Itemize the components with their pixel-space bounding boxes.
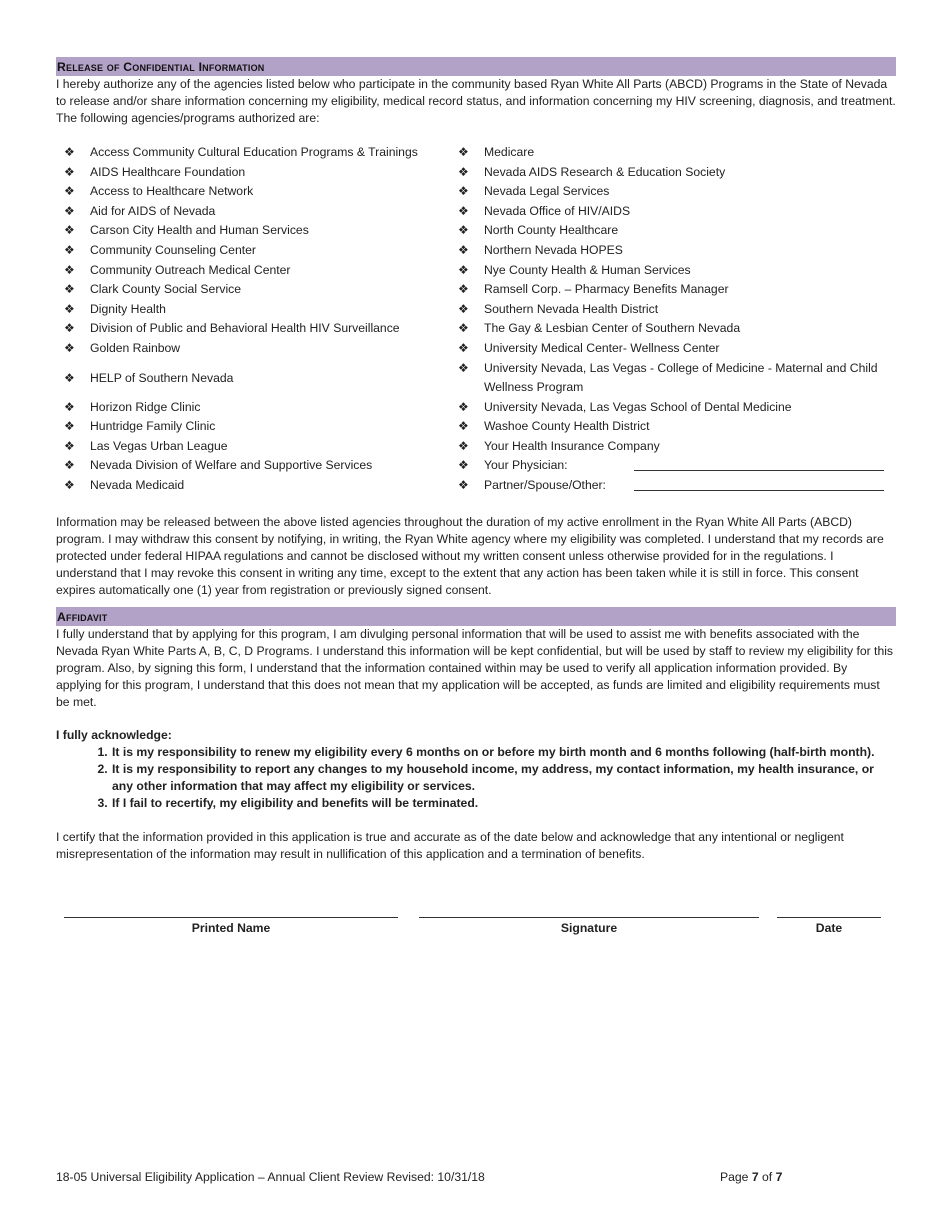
- agency-name: University Nevada, Las Vegas - College of Medicine - Maternal and Child Wellness Program: [484, 360, 878, 394]
- affidavit-text: I fully understand that by applying for this program, I am divulging personal information that will be used to assist me with benefits associated with the Nevada Ryan White Parts A, B, C, D Programs. I understand this information will be kept confidential, but will be used by staff to review my eligibility for this program. Also, by signing this form, I understand that the information contained within may be used to verify all application information provided. By applying for this program, I understand that this does not mean that my application will be accepted, as funds are limited and eligibility requirements must be met.: [56, 627, 894, 709]
- your-physician-label: Your Physician:: [484, 458, 568, 473]
- agency-item: [64, 241, 454, 261]
- date-field[interactable]: [777, 897, 881, 935]
- agency-name: Nevada Division of Welfare and Supportive Services: [90, 458, 373, 473]
- acknowledge-title: I fully acknowledge:: [56, 728, 172, 742]
- page-prefix: Page: [720, 1170, 752, 1184]
- agency-item: [64, 359, 454, 398]
- diamond-bullet-icon: ❖: [64, 184, 75, 199]
- date-line[interactable]: [777, 897, 881, 918]
- printed-name-line[interactable]: [64, 897, 398, 918]
- agency-item: [64, 417, 454, 437]
- agency-list: [56, 143, 896, 498]
- agency-item: [458, 221, 898, 241]
- diamond-bullet-icon: ❖: [458, 438, 469, 453]
- diamond-bullet-icon: ❖: [458, 301, 469, 316]
- agency-name: Nevada AIDS Research & Education Society: [484, 164, 726, 179]
- partner-spouse-other-label: Partner/Spouse/Other:: [484, 477, 606, 492]
- diamond-bullet-icon: ❖: [458, 184, 469, 199]
- agency-item: [64, 319, 454, 339]
- agency-name: Your Health Insurance Company: [484, 438, 660, 453]
- diamond-bullet-icon: ❖: [458, 223, 469, 238]
- diamond-bullet-icon: ❖: [64, 242, 75, 257]
- agency-item: [458, 261, 898, 281]
- partner-spouse-other-input-line[interactable]: [634, 476, 884, 491]
- acknowledge-list: [56, 744, 896, 812]
- diamond-bullet-icon: ❖: [64, 419, 75, 434]
- acknowledge-item: 1. It is my responsibility to renew my eligibility every 6 months on or before my birth month and 6 months following (half-birth month).: [111, 744, 896, 761]
- diamond-bullet-icon: ❖: [64, 262, 75, 277]
- agency-name: University Nevada, Las Vegas School of Dental Medicine: [484, 399, 792, 414]
- agency-item: [458, 437, 898, 457]
- agency-item: [64, 261, 454, 281]
- release-heading: Release of Confidential Information: [56, 57, 896, 76]
- agency-name: Community Outreach Medical Center: [90, 262, 291, 277]
- page-footer: [56, 1170, 796, 1184]
- agency-item: [64, 300, 454, 320]
- agency-column-right: [458, 143, 898, 496]
- agency-item: [458, 398, 898, 418]
- diamond-bullet-icon: ❖: [64, 145, 75, 159]
- release-duration-text: Information may be released between the above listed agencies throughout the duration of my active enrollment in the Ryan White All Parts (ABCD) program. I may withdraw this consent by notifying, in writing, the Ryan White agency where my eligibility was completed. I understand that my records are protected under federal HIPAA regulations and cannot be disclosed without my written consent unless otherwise provided for in the regulations. I understand that I may revoke this consent in writing any time, except to the extent that any action has been taken while it is still in force. This consent expires automatically one (1) year from registration or previously signed consent.: [56, 515, 884, 597]
- signature-row: [64, 897, 884, 937]
- diamond-bullet-icon: ❖: [458, 419, 469, 434]
- diamond-bullet-icon: ❖: [458, 203, 469, 218]
- agency-item: [64, 221, 454, 241]
- agency-name: Carson City Health and Human Services: [90, 223, 309, 238]
- diamond-bullet-icon: ❖: [458, 340, 469, 355]
- your-physician-input-line[interactable]: [634, 456, 884, 471]
- diamond-bullet-icon: ❖: [458, 321, 469, 336]
- acknowledge-item: 3. If I fail to recertify, my eligibility and benefits will be terminated.: [111, 795, 896, 812]
- agency-name: Washoe County Health District: [484, 419, 650, 434]
- diamond-bullet-icon: ❖: [458, 145, 469, 159]
- agency-item: [458, 339, 898, 359]
- signature-field[interactable]: [419, 897, 759, 935]
- agency-name: Clark County Social Service: [90, 282, 242, 297]
- agency-name: Nevada Legal Services: [484, 184, 610, 199]
- diamond-bullet-icon: ❖: [64, 458, 75, 473]
- diamond-bullet-icon: ❖: [64, 203, 75, 218]
- diamond-bullet-icon: ❖: [458, 242, 469, 257]
- diamond-bullet-icon: ❖: [64, 282, 75, 297]
- agency-name: Dignity Health: [90, 301, 166, 316]
- agency-item: [458, 202, 898, 222]
- diamond-bullet-icon: ❖: [64, 477, 75, 492]
- agency-name: Aid for AIDS of Nevada: [90, 203, 216, 218]
- agency-name: Las Vegas Urban League: [90, 438, 228, 453]
- agency-item: [458, 359, 898, 398]
- agency-name: Division of Public and Behavioral Health HIV Surveillance: [90, 321, 400, 336]
- diamond-bullet-icon: ❖: [64, 399, 75, 414]
- agency-name: Access to Healthcare Network: [90, 184, 254, 199]
- agency-name: Huntridge Family Clinic: [90, 419, 216, 434]
- signature-line[interactable]: [419, 897, 759, 918]
- agency-item: [458, 241, 898, 261]
- agency-item: [64, 280, 454, 300]
- partner-spouse-other: [458, 476, 898, 496]
- signature-label: Signature: [560, 921, 618, 935]
- agency-item: [458, 163, 898, 183]
- agency-item: [458, 143, 898, 163]
- agency-item: [64, 202, 454, 222]
- diamond-bullet-icon: ❖: [64, 438, 75, 453]
- diamond-bullet-icon: ❖: [64, 340, 75, 355]
- page-number: [720, 1170, 782, 1184]
- printed-name-label: Printed Name: [191, 921, 271, 935]
- agency-name: Southern Nevada Health District: [484, 301, 659, 316]
- diamond-bullet-icon: ❖: [458, 164, 469, 179]
- agency-name: Nevada Medicaid: [90, 477, 185, 492]
- agency-name: Golden Rainbow: [90, 340, 181, 355]
- form-page: [56, 57, 896, 863]
- agency-name: Medicare: [484, 145, 535, 159]
- agency-item: [64, 163, 454, 183]
- agency-item: [64, 437, 454, 457]
- certify-text: I certify that the information provided in this application is true and accurate as of the date below and acknowledge that any intentional or negligent misrepresentation of the information may result in nullification of this application and a termination of benefits.: [56, 830, 844, 861]
- agency-item: [458, 417, 898, 437]
- page-total: 7: [775, 1170, 783, 1184]
- page-of: of: [758, 1170, 776, 1184]
- agency-item: [458, 280, 898, 300]
- agency-item: [64, 476, 454, 496]
- diamond-bullet-icon: ❖: [64, 223, 75, 238]
- diamond-bullet-icon: ❖: [458, 399, 469, 414]
- agency-item: [458, 182, 898, 202]
- agency-name: Community Counseling Center: [90, 242, 256, 257]
- diamond-bullet-icon: ❖: [458, 477, 469, 492]
- agency-item: [64, 456, 454, 476]
- diamond-bullet-icon: ❖: [458, 458, 469, 473]
- diamond-bullet-icon: ❖: [64, 370, 75, 385]
- diamond-bullet-icon: ❖: [64, 301, 75, 316]
- release-intro: I hereby authorize any of the agencies listed below who participate in the community based Ryan White All Parts (ABCD) Programs in the State of Nevada to release and/or share information concerning my eligibility, medical record status, and information concerning my HIV screening, diagnosis, and treatment. The following agencies/programs authorized are:: [56, 77, 896, 125]
- agency-name: Ramsell Corp. – Pharmacy Benefits Manager: [484, 282, 729, 297]
- agency-name: Nevada Office of HIV/AIDS: [484, 203, 631, 218]
- agency-name: University Medical Center- Wellness Center: [484, 340, 720, 355]
- agency-name: HELP of Southern Nevada: [90, 370, 234, 385]
- footer-form-id: 18-05 Universal Eligibility Application – Annual Client Review Revised: 10/31/18: [56, 1170, 485, 1184]
- agency-column-left: [64, 143, 454, 496]
- agency-item: [458, 319, 898, 339]
- affidavit-heading: Affidavit: [56, 607, 896, 626]
- diamond-bullet-icon: ❖: [64, 164, 75, 179]
- diamond-bullet-icon: ❖: [458, 282, 469, 297]
- page-current: 7: [751, 1170, 759, 1184]
- agency-name: Nye County Health & Human Services: [484, 262, 691, 277]
- agency-name: The Gay & Lesbian Center of Southern Nevada: [484, 321, 741, 336]
- your-physician: [458, 456, 898, 476]
- agency-item: [64, 398, 454, 418]
- agency-item: [458, 300, 898, 320]
- agency-name: Access Community Cultural Education Programs & Trainings: [90, 145, 418, 159]
- agency-item: [64, 182, 454, 202]
- acknowledge-item: 2. It is my responsibility to report any changes to my household income, my address, my contact information, my health insurance, or any other information that may affect my eligibility or services.: [111, 761, 896, 795]
- diamond-bullet-icon: ❖: [64, 321, 75, 336]
- diamond-bullet-icon: ❖: [458, 360, 469, 375]
- agency-item: [64, 339, 454, 359]
- agency-item: [64, 143, 454, 163]
- agency-name: Northern Nevada HOPES: [484, 242, 623, 257]
- diamond-bullet-icon: ❖: [458, 262, 469, 277]
- agency-name: North County Healthcare: [484, 223, 619, 238]
- date-label: Date: [815, 921, 843, 935]
- agency-name: Horizon Ridge Clinic: [90, 399, 201, 414]
- printed-name-field[interactable]: [64, 897, 398, 935]
- agency-name: AIDS Healthcare Foundation: [90, 164, 246, 179]
